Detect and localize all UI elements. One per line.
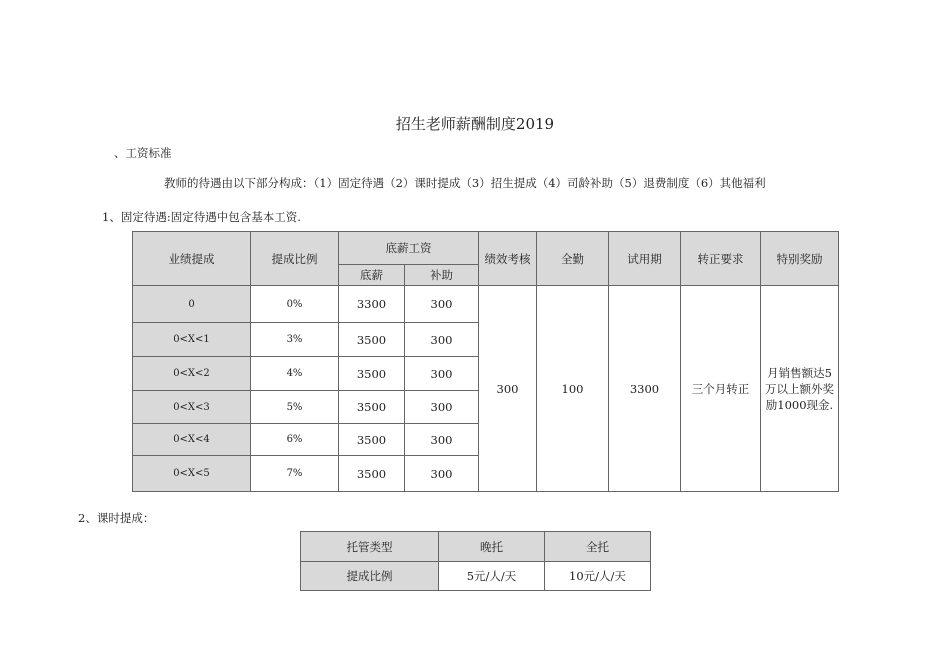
cell-ratio: 3%: [251, 323, 339, 357]
header-performance: 业绩提成: [133, 232, 251, 286]
table-row: [133, 286, 839, 323]
cell-ratio: 7%: [251, 456, 339, 492]
table-row: [301, 562, 651, 591]
page-title: 招生老师薪酬制度2019: [395, 115, 555, 133]
commission-table: [300, 531, 651, 591]
cell-subsidy: 300: [405, 323, 479, 357]
section2-heading: 2、课时提成：: [78, 511, 155, 525]
cell-kpi: 300: [479, 286, 537, 492]
header-base-salary: 底薪工资: [339, 232, 479, 265]
cell-base: 3500: [339, 357, 405, 391]
cell-full: 10元/人/天: [545, 562, 651, 591]
cell-performance: 0: [133, 286, 251, 323]
header-regularization: 转正要求: [681, 232, 761, 286]
cell-special-bonus: 月销售额达5万以上额外奖励1000现金.: [761, 286, 839, 492]
cell-ratio: 4%: [251, 357, 339, 391]
header-probation: 试用期: [609, 232, 681, 286]
cell-base: 3500: [339, 323, 405, 357]
cell-performance: 0<X<5: [133, 456, 251, 492]
cell-attendance: 100: [537, 286, 609, 492]
cell-performance: 0<X<2: [133, 357, 251, 391]
header-full: 全托: [545, 532, 651, 562]
section1-heading: 1、固定待遇:固定待遇中包含基本工资.: [102, 210, 301, 224]
header-type: 托管类型: [301, 532, 439, 562]
cell-base: 3500: [339, 456, 405, 492]
header-ratio: 提成比例: [251, 232, 339, 286]
cell-subsidy: 300: [405, 286, 479, 323]
cell-ratio: 5%: [251, 391, 339, 424]
cell-base: 3500: [339, 391, 405, 424]
row-label: 提成比例: [301, 562, 439, 591]
cell-subsidy: 300: [405, 456, 479, 492]
cell-evening: 5元/人/天: [439, 562, 545, 591]
header-subsidy: 补助: [405, 265, 479, 286]
cell-subsidy: 300: [405, 391, 479, 424]
cell-ratio: 0%: [251, 286, 339, 323]
cell-regularization: 三个月转正: [681, 286, 761, 492]
header-base: 底薪: [339, 265, 405, 286]
header-evening: 晚托: [439, 532, 545, 562]
cell-subsidy: 300: [405, 424, 479, 456]
header-special-bonus: 特别奖励: [761, 232, 839, 286]
intro-paragraph: 教师的待遇由以下部分构成：（1）固定待遇（2）课时提成（3）招生提成（4）司龄补助（5）退费制度（6）其他福利: [164, 176, 766, 190]
cell-performance: 0<X<3: [133, 391, 251, 424]
cell-ratio: 6%: [251, 424, 339, 456]
cell-probation: 3300: [609, 286, 681, 492]
header-attendance: 全勤: [537, 232, 609, 286]
cell-performance: 0<X<4: [133, 424, 251, 456]
cell-subsidy: 300: [405, 357, 479, 391]
cell-base: 3500: [339, 424, 405, 456]
cell-base: 3300: [339, 286, 405, 323]
salary-table: [132, 231, 839, 492]
section-heading: 、工资标准: [114, 146, 172, 160]
header-kpi: 绩效考核: [479, 232, 537, 286]
cell-performance: 0<X<1: [133, 323, 251, 357]
